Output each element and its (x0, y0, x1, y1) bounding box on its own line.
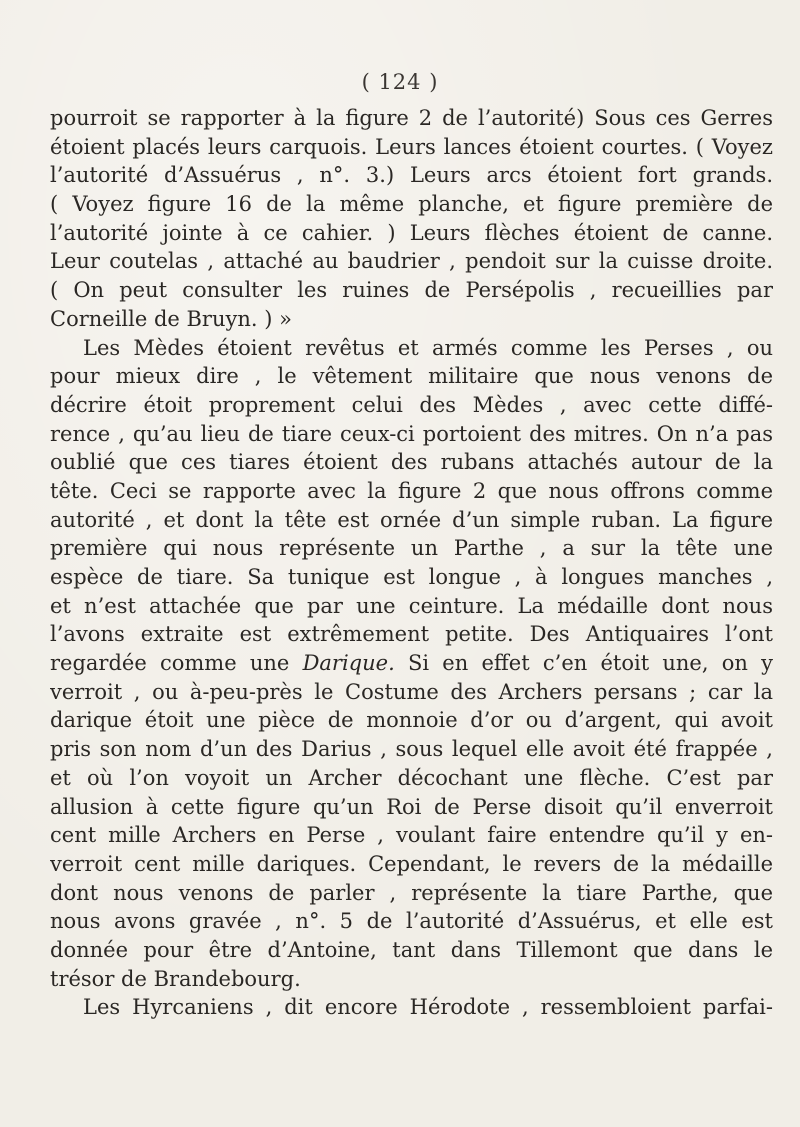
text-line: et où l’on voyoit un Archer décochant une flèche. C’est par (50, 765, 773, 790)
text-line: trésor de Brandebourg. (50, 966, 301, 991)
text-segment: regardée comme une (50, 651, 290, 676)
text-line: oublié que ces tiares étoient des rubans attachés autour de la (50, 450, 773, 475)
text-line: rence , qu’au lieu de tiare ceux-ci portoient des mitres. On n’a pas (50, 421, 773, 446)
text-line: pris son nom d’un des Darius , sous lequel elle avoit été frappée , (50, 737, 773, 762)
text-line: dont nous venons de parler , représente la tiare Parthe, que (50, 880, 773, 905)
italic-term: Darique. (302, 651, 395, 676)
text-line: première qui nous représente un Parthe , a sur la tête une (50, 536, 773, 561)
text-line: nous avons gravée , n°. 5 de l’autorité d’Assuérus, et elle est (50, 909, 773, 934)
text-line: espèce de tiare. Sa tunique est longue , à longues manches , (50, 565, 773, 589)
paragraph-first-line: Les Mèdes étoient revêtus et armés comme les Perses , ou (83, 335, 773, 360)
text-line: verroit cent mille dariques. Cependant, le revers de la médaille (50, 851, 773, 876)
text-segment: Si en effet c’en étoit une, on y (407, 651, 773, 676)
text-line: et n’est attachée que par une ceinture. La médaille dont nous (50, 593, 773, 618)
page-number: ( 124 ) (361, 70, 439, 94)
text-line: ( Voyez figure 16 de la même planche, et figure première de (50, 192, 773, 217)
text-line: Corneille de Bruyn. ) » (50, 306, 292, 331)
text-line: l’autorité d’Assuérus , n°. 3.) Leurs arcs étoient fort grands. (50, 163, 773, 188)
text-line: l’autorité jointe à ce cahier. ) Leurs flèches étoient de canne. (50, 220, 773, 245)
text-line: l’avons extraite est extrêmement petite. Des Antiquaires l’ont (50, 622, 773, 647)
text-line: cent mille Archers en Perse , voulant faire entendre qu’il y en- (50, 823, 773, 848)
text-line: allusion à cette figure qu’un Roi de Perse disoit qu’il enverroit (50, 794, 773, 819)
text-line: pourroit se rapporter à la figure 2 de l’autorité) Sous ces Gerres (50, 106, 773, 130)
text-line: étoient placés leurs carquois. Leurs lances étoient courtes. ( Voyez (50, 134, 773, 159)
text-line: tête. Ceci se rapporte avec la figure 2 que nous offrons comme (50, 478, 773, 503)
body-text (50, 104, 773, 1022)
text-line: pour mieux dire , le vêtement militaire que nous venons de (50, 364, 773, 389)
text-line: donnée pour être d’Antoine, tant dans Tillemont que dans le (50, 937, 773, 962)
text-line: Leur coutelas , attaché au baudrier , pendoit sur la cuisse droite. (50, 249, 773, 274)
text-line: décrire étoit proprement celui des Mèdes , avec cette diffé- (50, 392, 773, 417)
paragraph-first-line: Les Hyrcaniens , dit encore Hérodote , ressembloient parfai- (83, 995, 773, 1020)
text-line (50, 649, 773, 678)
text-line: ( On peut consulter les ruines de Persépolis , recueillies par (50, 278, 773, 303)
text-line: verroit , ou à-peu-près le Costume des Archers persans ; car la (50, 679, 773, 704)
text-line: autorité , et dont la tête est ornée d’un simple ruban. La figure (50, 507, 773, 532)
text-line: darique étoit une pièce de monnoie d’or ou d’argent, qui avoit (50, 708, 773, 733)
